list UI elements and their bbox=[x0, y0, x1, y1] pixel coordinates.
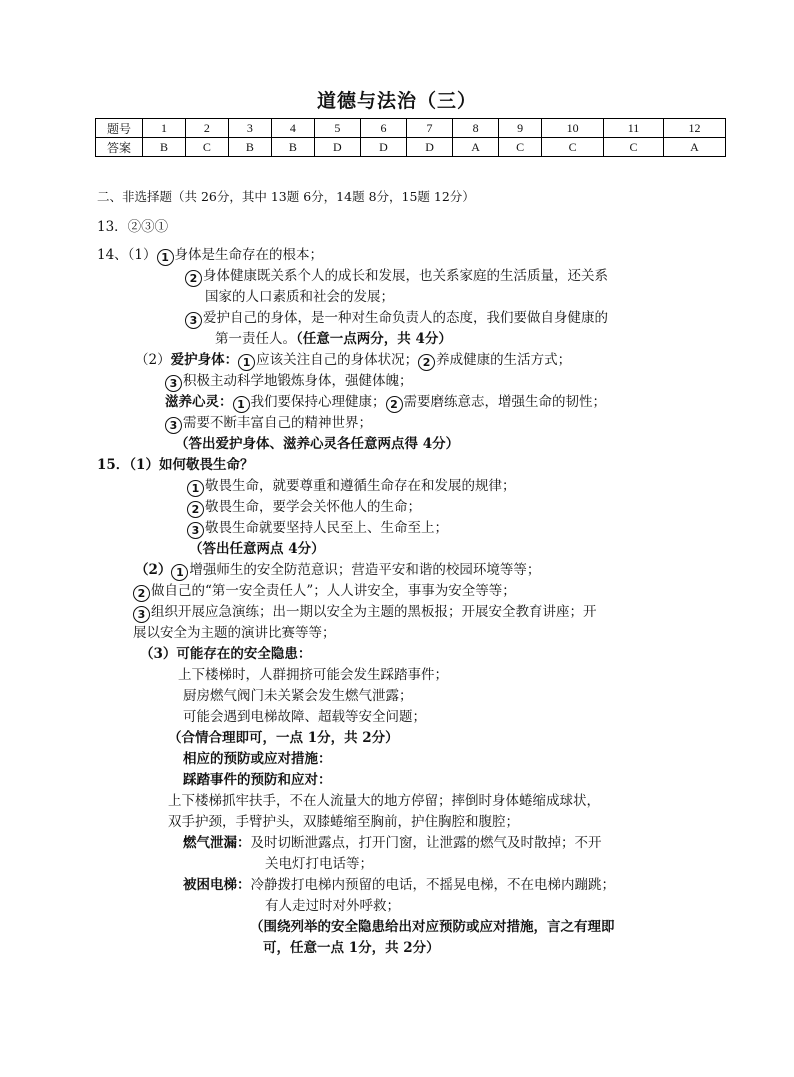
answer-table bbox=[95, 118, 726, 157]
q15-p2-line1 bbox=[135, 560, 540, 581]
q15-p3-risk1: 上下楼梯时，人群拥挤可能会发生踩踏事件； bbox=[178, 667, 448, 683]
q14-p1-score: （任意一点两分，共 4分） bbox=[296, 331, 452, 347]
row-label-answer: 答案 bbox=[96, 138, 143, 157]
q15-p3-risk3: 可能会遇到电梯故障、超载等安全问题； bbox=[183, 709, 426, 725]
table-cell: D bbox=[314, 138, 360, 157]
page-title: 道德与法治（三） bbox=[316, 90, 477, 112]
q14-p2-a1: 应该关注自己的身体状况； bbox=[256, 352, 419, 368]
q15-p1-point2: 敬畏生命，要学会关怀他人的生命； bbox=[205, 499, 421, 515]
circled-three-icon: 3 bbox=[165, 375, 182, 392]
circled-three-icon: 3 bbox=[187, 522, 204, 539]
table-cell: B bbox=[143, 138, 186, 157]
q15-p3-elevator-line1 bbox=[183, 875, 615, 895]
q14-p2-b3: 需要不断丰富自己的精神世界； bbox=[183, 415, 372, 431]
q13-answer: 13．②③① bbox=[97, 219, 169, 235]
q15-p3-stampede-line1: 上下楼梯抓牢扶手，不在人流量大的地方停留；摔倒时身体蜷缩成球状， bbox=[168, 793, 600, 809]
q15-p3-heading: （3）可能存在的安全隐患： bbox=[140, 646, 312, 662]
q15-p2-point1: 增强师生的安全防范意识；营造平安和谐的校园环境等等； bbox=[189, 562, 541, 578]
circled-three-icon: 3 bbox=[185, 312, 202, 329]
q14-p1-point3: 爱护自己的身体，是一种对生命负责人的态度，我们要做自身健康的 bbox=[203, 310, 608, 326]
q14-p1-point2: 身体健康既关系个人的成长和发展，也关系家庭的生活质量，还关系 bbox=[203, 268, 608, 284]
section-heading: 二、非选择题（共 26分，其中 13题 6分，14题 8分，15题 12分） bbox=[97, 189, 475, 204]
q15-p2-line2 bbox=[133, 581, 516, 602]
q15-p2-point3-cont: 展以安全为主题的演讲比赛等等； bbox=[133, 625, 336, 641]
table-cell: 11 bbox=[604, 119, 664, 138]
table-cell: 9 bbox=[499, 119, 542, 138]
circled-one-icon: 1 bbox=[233, 396, 250, 413]
q15-p1-line1 bbox=[187, 476, 516, 497]
q14-part2-line2 bbox=[165, 371, 413, 392]
q14-p2-b1: 我们要保持心理健康； bbox=[250, 394, 386, 410]
table-cell: A bbox=[663, 138, 725, 157]
circled-three-icon: 3 bbox=[165, 417, 182, 434]
table-cell: 2 bbox=[185, 119, 228, 138]
q15-p1-point1: 敬畏生命，就要尊重和遵循生命存在和发展的规律； bbox=[205, 478, 516, 494]
circled-one-icon: 1 bbox=[238, 354, 255, 371]
table-cell: C bbox=[499, 138, 542, 157]
table-cell: B bbox=[228, 138, 271, 157]
table-cell: B bbox=[271, 138, 314, 157]
table-cell: C bbox=[185, 138, 228, 157]
q14-p1-point1: 身体是生命存在的根本； bbox=[174, 247, 324, 263]
q15-p1-point3: 敬畏生命就要坚持人民至上、生命至上； bbox=[205, 520, 448, 536]
q14-p2-number: （2） bbox=[135, 352, 171, 368]
table-cell: 12 bbox=[663, 119, 725, 138]
q15-p1-line3 bbox=[187, 518, 448, 539]
q14-p1-point3-end: 第一责任人。 bbox=[215, 331, 296, 347]
q14-part1-line3 bbox=[185, 308, 608, 329]
circled-two-icon: 2 bbox=[187, 501, 204, 518]
q15-p2-point2: 做自己的“第一安全责任人”；人人讲安全，事事为安全等等； bbox=[151, 583, 516, 599]
q15-p3-gas-line1 bbox=[183, 833, 602, 853]
q15-part1-head bbox=[97, 455, 253, 475]
q15-p1-heading: （1）如何敬畏生命？ bbox=[129, 457, 254, 473]
circled-one-icon: 1 bbox=[171, 564, 188, 581]
circled-three-icon: 3 bbox=[133, 606, 150, 623]
circled-one-icon: 1 bbox=[157, 249, 174, 266]
q15-p3-elevator-heading: 被困电梯： bbox=[183, 877, 251, 893]
circled-one-icon: 1 bbox=[187, 480, 204, 497]
q14-p2-score: （答出爱护身体、滋养心灵各任意两点得 4分） bbox=[175, 436, 460, 452]
q15-p3-gas-text: 及时切断泄露点，打开门窗，让泄露的燃气及时散掉；不开 bbox=[250, 835, 602, 851]
table-cell: 6 bbox=[360, 119, 406, 138]
q15-p3-risk2: 厨房燃气阀门未关紧会发生燃气泄露； bbox=[183, 688, 413, 704]
q15-p3-gas-line2: 关电灯打电话等； bbox=[265, 856, 373, 872]
q15-p3-stampede-line2: 双手护颈，手臂护头，双膝蜷缩至胸前，护住胸腔和腹腔； bbox=[168, 814, 519, 830]
circled-two-icon: 2 bbox=[185, 270, 202, 287]
q14-p1-point3-cont bbox=[215, 329, 452, 349]
q15-p1-line2 bbox=[187, 497, 421, 518]
q15-p2-number: （2） bbox=[135, 562, 172, 578]
q14-p1-point2-cont: 国家的人口素质和社会的发展； bbox=[205, 289, 394, 305]
q14-part2-line1 bbox=[135, 350, 571, 371]
q14-part2-line4 bbox=[165, 413, 372, 434]
q14-p2-b2: 需要磨练意志，增强生命的韧性； bbox=[403, 394, 606, 410]
q15-p3-gas-heading: 燃气泄漏： bbox=[183, 835, 251, 851]
q15-p3-elevator-line2: 有人走过时对外呼救； bbox=[265, 898, 400, 914]
table-cell: A bbox=[453, 138, 499, 157]
row-label-number: 题号 bbox=[96, 119, 143, 138]
q15-p3-score: （合情合理即可，一点 1分，共 2分） bbox=[168, 730, 399, 746]
table-cell: 7 bbox=[407, 119, 453, 138]
table-cell: C bbox=[542, 138, 604, 157]
circled-two-icon: 2 bbox=[133, 585, 150, 602]
q15-number: 15． bbox=[97, 457, 130, 473]
q15-p1-score: （答出任意两点 4分） bbox=[189, 541, 325, 557]
table-cell: C bbox=[604, 138, 664, 157]
q14-part1-line1 bbox=[97, 245, 323, 266]
table-cell: 4 bbox=[271, 119, 314, 138]
table-cell: D bbox=[360, 138, 406, 157]
q14-number: 14、（1） bbox=[97, 247, 157, 263]
table-row-answers bbox=[96, 138, 726, 157]
table-cell: 1 bbox=[143, 119, 186, 138]
table-cell: 10 bbox=[542, 119, 604, 138]
q15-p2-line3 bbox=[133, 602, 597, 623]
q15-p2-point3: 组织开展应急演练；出一期以安全为主题的黑板报；开展安全教育讲座；开 bbox=[151, 604, 597, 620]
q14-p2-heading1: 爱护身体： bbox=[170, 352, 239, 368]
table-cell: 8 bbox=[453, 119, 499, 138]
q15-p3-stampede-heading: 踩踏事件的预防和应对： bbox=[183, 772, 332, 788]
q15-p3-final-score-line1: （围绕列举的安全隐患给出对应预防或应对措施，言之有理即 bbox=[250, 919, 615, 935]
q15-p3-elevator-text: 冷静拨打电梯内预留的电话，不摇晃电梯，不在电梯内蹦跳； bbox=[250, 877, 615, 893]
q14-part1-line2 bbox=[185, 266, 608, 287]
q14-p2-a3: 积极主动科学地锻炼身体，强健体魄； bbox=[183, 373, 413, 389]
table-cell: 5 bbox=[314, 119, 360, 138]
circled-two-icon: 2 bbox=[418, 354, 435, 371]
q15-p3-measures-heading: 相应的预防或应对措施： bbox=[183, 751, 332, 767]
q15-p3-final-score-line2: 可，任意一点 1分，共 2分） bbox=[263, 940, 440, 956]
circled-two-icon: 2 bbox=[386, 396, 403, 413]
q14-part2-line3 bbox=[165, 392, 606, 413]
table-cell: 3 bbox=[228, 119, 271, 138]
table-row-numbers bbox=[96, 119, 726, 138]
q14-p2-heading2: 滋养心灵： bbox=[165, 394, 233, 410]
q14-p2-a2: 养成健康的生活方式； bbox=[436, 352, 572, 368]
table-cell: D bbox=[407, 138, 453, 157]
